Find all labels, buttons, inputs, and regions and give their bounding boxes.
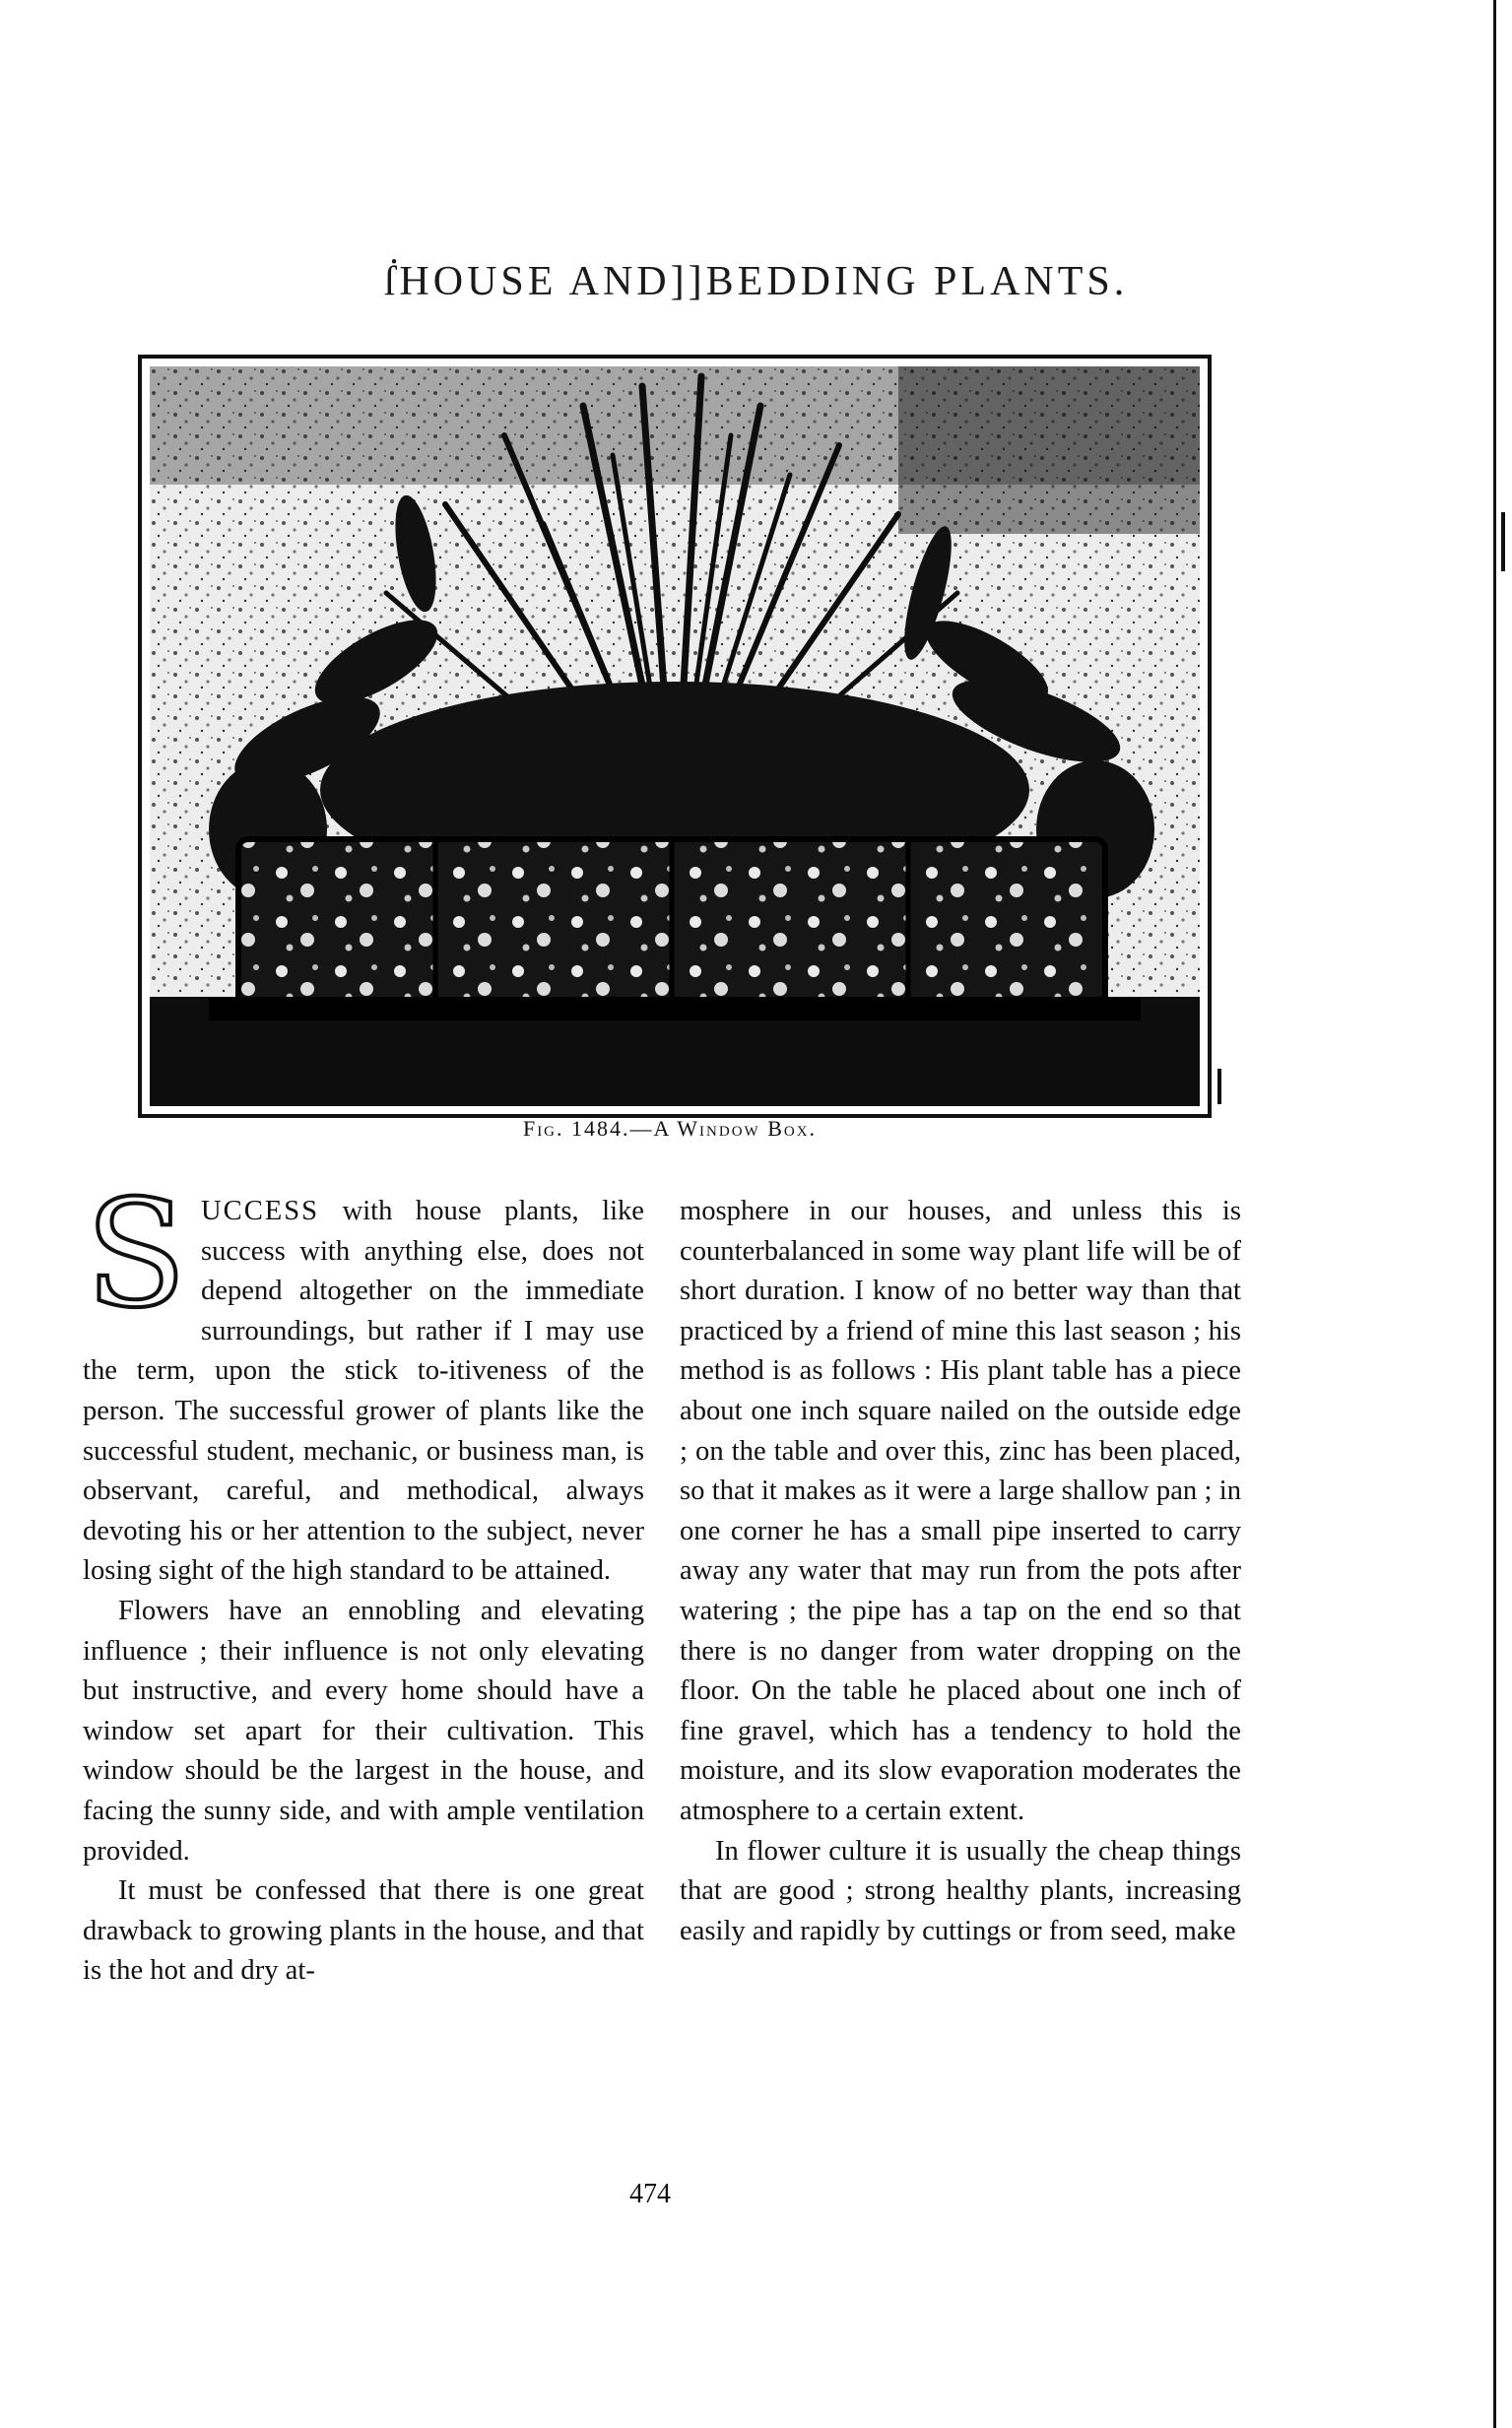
article-right-column	[680, 1192, 1241, 1951]
article-left-column	[83, 1169, 644, 1992]
window-box-plant-illustration-icon	[150, 366, 1200, 1106]
opening-text: with house plants, like success with anything else, does not depend altogether on the immediate surroundings, but rather if I may use the term, upon the stick to-itiveness of the person. The successful grower of plants like the successful student, mechanic, or business man, is observant, careful, and methodical, always devoting his or her attention to the subject, never losing sight of the high standard to be attained.	[83, 1196, 644, 1587]
page-title: ẛHOUSE AND]]BEDDING PLANTS.	[383, 259, 1129, 304]
figure-caption: Fig. 1484.—A Window Box.	[522, 1116, 818, 1141]
figure-window-box	[138, 355, 1212, 1118]
scan-edge-line	[1493, 0, 1496, 2428]
opening-word: UCCESS	[201, 1196, 320, 1226]
drop-cap: S	[85, 1169, 187, 1341]
scan-edge-mark	[1501, 512, 1505, 571]
paragraph: Flowers have an ennobling and elevating influence ; their influence is not only elevating but instructive, and every home should have a window set apart for their cultivation. This window should be the largest in the house, and facing the sunny side, and with ample ventilation provided.	[83, 1595, 644, 1867]
paragraph: In flower culture it is usually the cheap things that are good ; strong healthy plants, increasing easily and rapidly by cuttings or from seed, make	[680, 1835, 1241, 1946]
page-number: 474	[629, 2179, 671, 2209]
scan-edge-mark	[1217, 1069, 1221, 1104]
opening-paragraph	[83, 1169, 644, 1592]
paragraph: It must be confessed that there is one great drawback to growing plants in the house, and that is the hot and dry at-	[83, 1875, 644, 1987]
paragraph-continued: mosphere in our houses, and unless this is counterbalanced in some way plant life will be of short duration. I know of no better way than that practiced by a friend of mine this last season ; his method is as follows : His plant table has a piece about one inch square nailed on the outside edge ; on the table and over this, zinc has been placed, so that it makes as it were a large shallow pan ; in one corner he has a small pipe inserted to carry away any water that may run from the pots after watering ; the pipe has a tap on the end so that there is no danger from water dropping on the floor. On the table he placed about one inch of fine gravel, which has a tendency to hold the moisture, and its slow evaporation moderates the atmosphere to a certain extent.	[680, 1196, 1241, 1826]
